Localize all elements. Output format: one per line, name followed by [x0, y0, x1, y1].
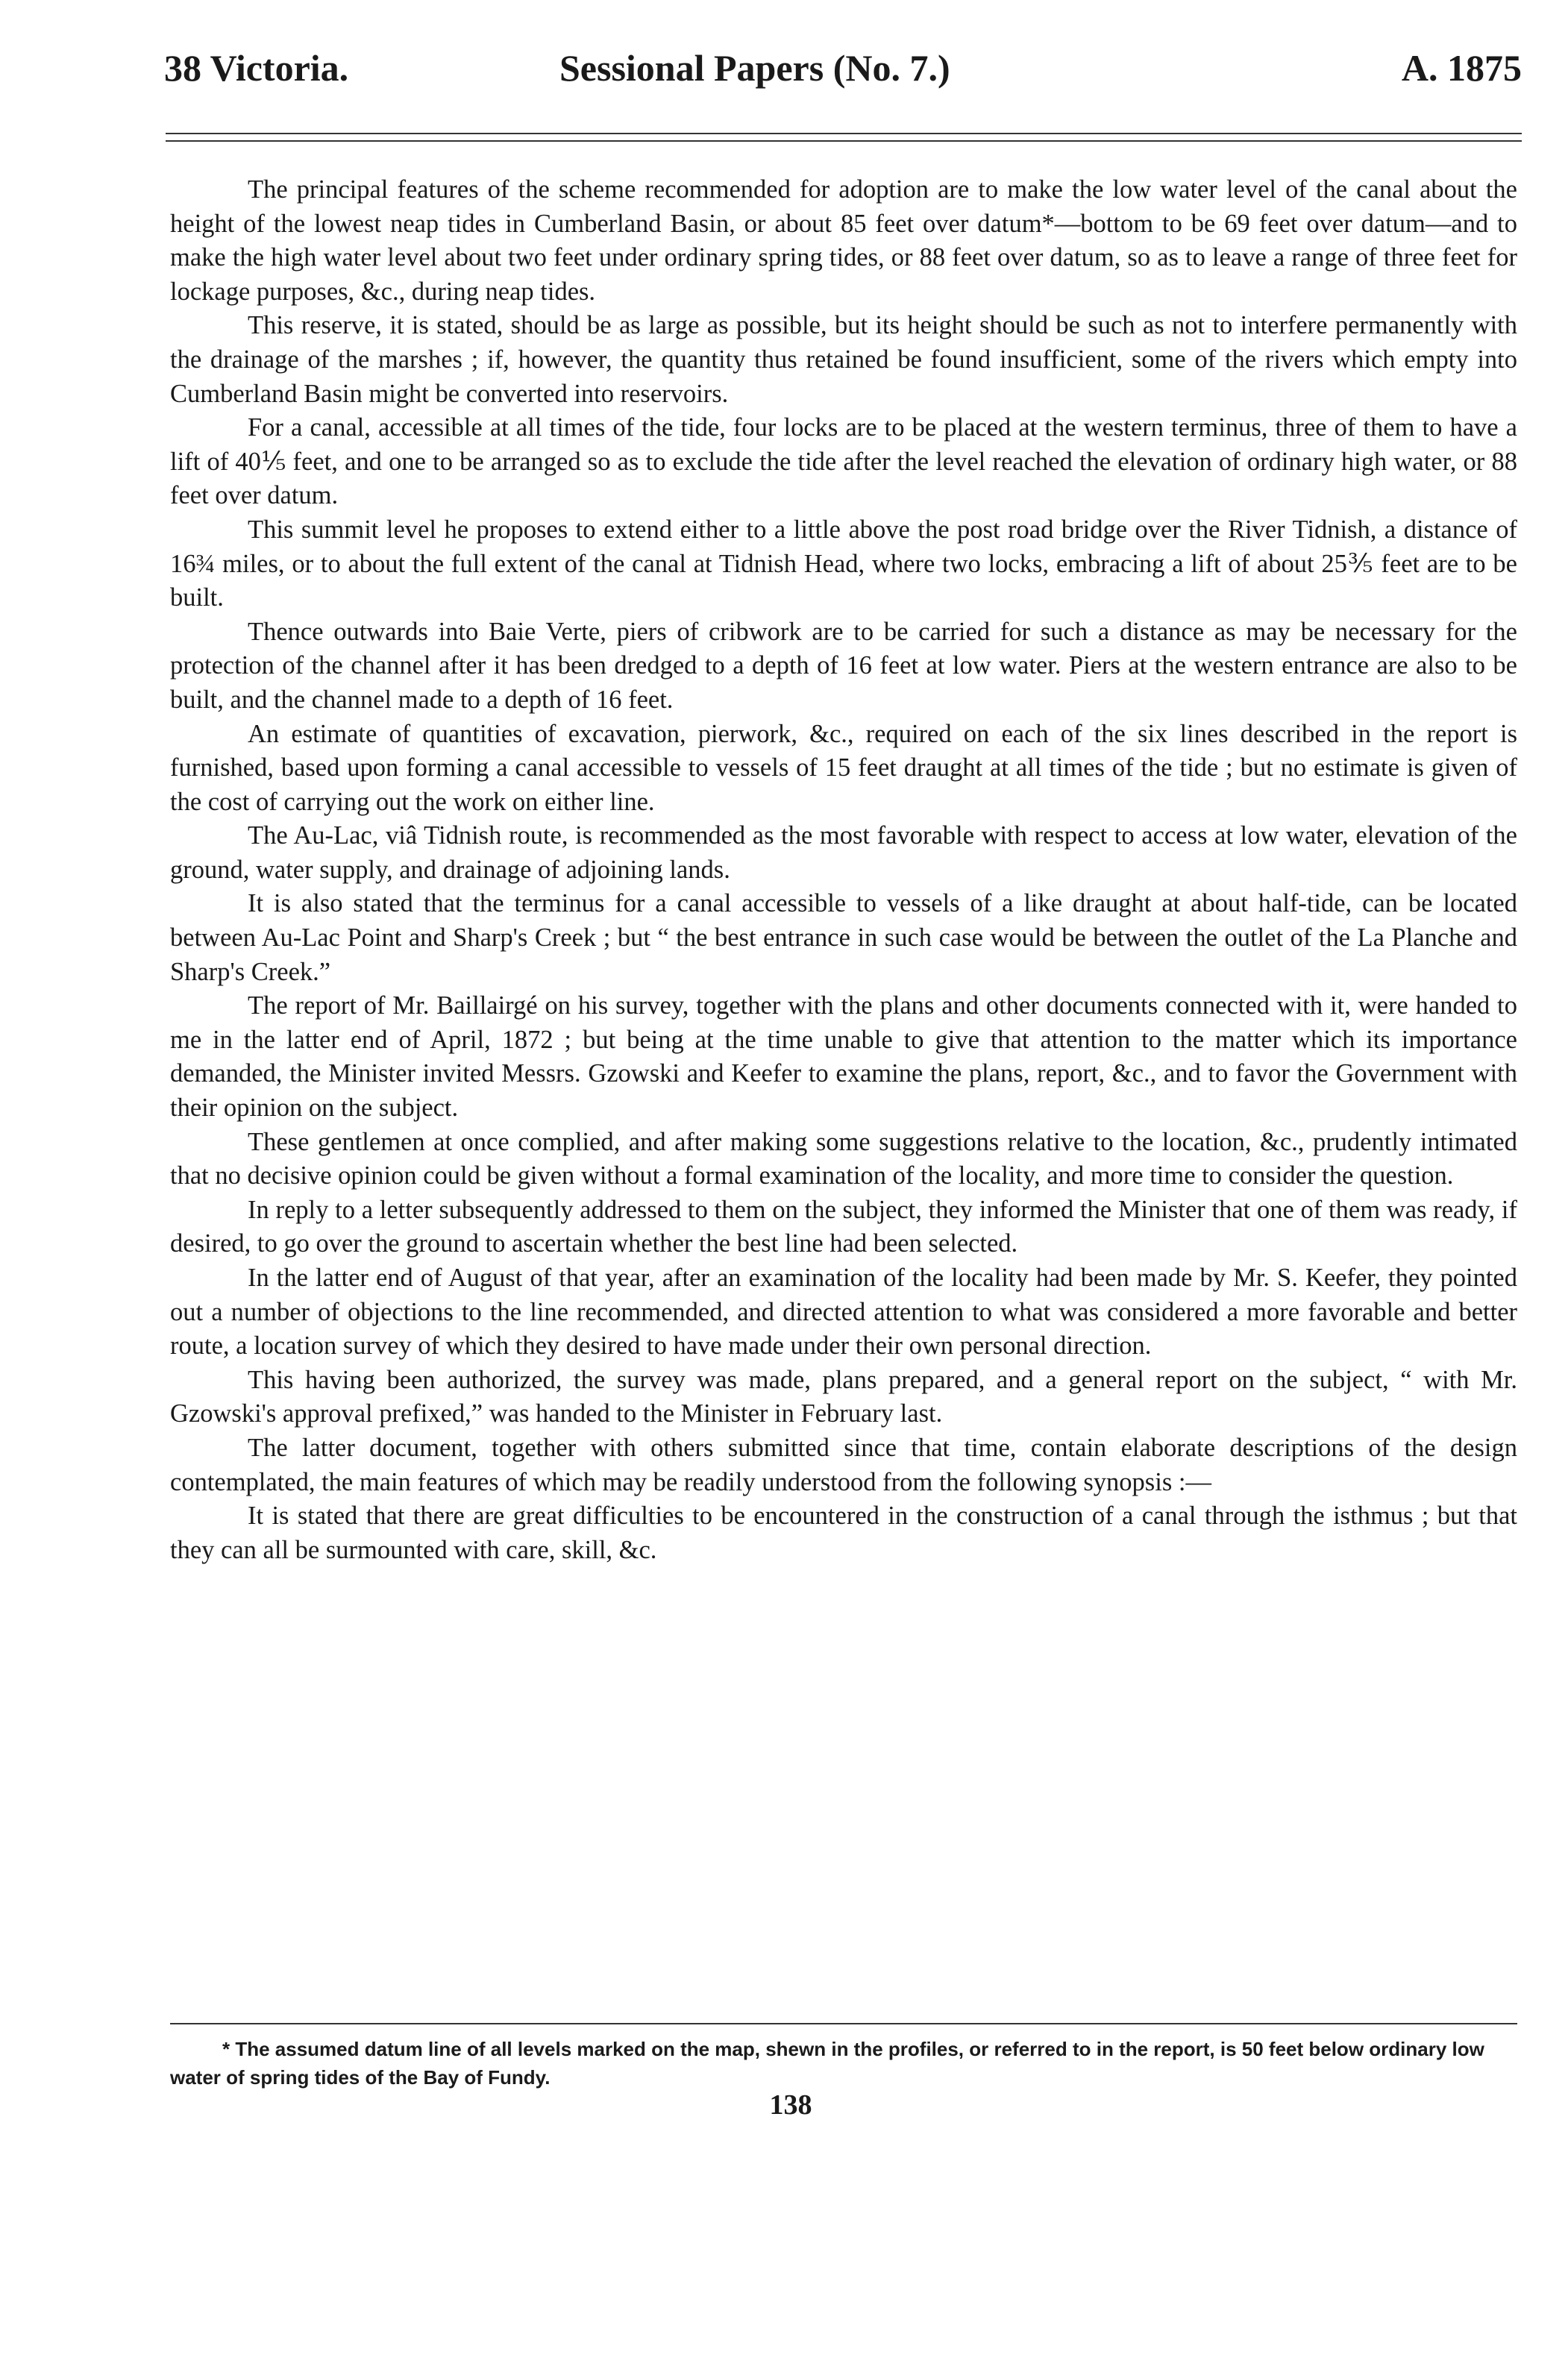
paragraph: An estimate of quantities of excavation, pierwork, &c., required on each of the six lines described in the report is furnished, based upon forming a canal accessible to vessels of 15 feet draught at all times of the tide ; but no estimate is given of the cost of carrying out the work on either line.	[170, 719, 1517, 816]
page-number: 138	[769, 2089, 812, 2121]
paragraph: This having been authorized, the survey was made, plans prepared, and a general report on the subject, “ with Mr. Gzowski's approval prefixed,” was handed to the Minister in February last.	[170, 1365, 1517, 1428]
footnote: * The assumed datum line of all levels marked on the map, shewn in the profiles, or referred to in the report, is 50 feet below ordinary low water of spring tides of the Bay of Fundy.	[170, 2038, 1484, 2089]
paragraph: In the latter end of August of that year, after an examination of the locality had been made by Mr. S. Keefer, they pointed out a number of objections to the line recommended, and directed attention to what was considered a more favorable and better route, a location survey of which they desired to have made under their own personal direction.	[170, 1264, 1517, 1361]
header-rule	[166, 133, 1522, 142]
paragraph: The latter document, together with others submitted since that time, contain elaborate descriptions of the design contemplated, the main features of which may be readily understood from the following synopsis :—	[170, 1433, 1517, 1496]
paragraph: Thence outwards into Baie Verte, piers of cribwork are to be carried for such a distance as may be necessary for the protection of the channel after it has been dredged to a depth of 16 feet at low water. Piers at the western entrance are also to be built, and the channel made to a depth of 16 feet.	[170, 617, 1517, 714]
header-year: A. 1875	[1401, 47, 1522, 89]
paragraph: For a canal, accessible at all times of the tide, four locks are to be placed at the western terminus, three of them to have a lift of 40⅕ feet, and one to be arranged so as to exclude the tide after the level reached the elevation of ordinary high water, or 88 feet over datum.	[170, 413, 1517, 510]
paragraph: The Au-Lac, viâ Tidnish route, is recommended as the most favorable with respect to access at low water, elevation of the ground, water supply, and drainage of adjoining lands.	[170, 821, 1517, 884]
footnote-rule	[170, 2023, 1517, 2024]
page-header	[164, 46, 1522, 98]
paragraph: The report of Mr. Baillairgé on his survey, together with the plans and other documents connected with it, were handed to me in the latter end of April, 1872 ; but being at the time unable to give that attention to the matter which its importance demanded, the Minister invited Messrs. Gzowski and Keefer to examine the plans, report, &c., and to favor the Government with their opinion on the subject.	[170, 991, 1517, 1123]
paragraph: These gentlemen at once complied, and after making some suggestions relative to the location, &c., prudently intimated that no decisive opinion could be given without a formal examination of the locality, and more time to consider the question.	[170, 1127, 1517, 1190]
header-title: Sessional Papers (No. 7.)	[559, 47, 950, 89]
paragraph: The principal features of the scheme recommended for adoption are to make the low water level of the canal about the height of the lowest neap tides in Cumberland Basin, or about 85 feet over datum*—bottom to be 69 feet over datum—and to make the high water level about two feet under ordinary spring tides, or 88 feet over datum, so as to leave a range of three feet for lockage purposes, &c., during neap tides.	[170, 175, 1517, 306]
paragraph: This summit level he proposes to extend either to a little above the post road bridge over the River Tidnish, a distance of 16¾ miles, or to about the full extent of the canal at Tidnish Head, where two locks, embracing a lift of about 25⅗ feet are to be built.	[170, 515, 1517, 612]
paragraph: It is also stated that the terminus for a canal accessible to vessels of a like draught at about half-tide, can be located between Au-Lac Point and Sharp's Creek ; but “ the best entrance in such case would be between the outlet of the La Planche and Sharp's Creek.”	[170, 889, 1517, 986]
paragraph: It is stated that there are great difficulties to be encountered in the construction of a canal through the isthmus ; but that they can all be surmounted with care, skill, &c.	[170, 1502, 1517, 1564]
body-text	[170, 173, 1517, 1567]
paragraph: This reserve, it is stated, should be as large as possible, but its height should be such as not to interfere permanently with the drainage of the marshes ; if, however, the quantity thus retained be found insufficient, some of the rivers which empty into Cumberland Basin might be converted into reservoirs.	[170, 311, 1517, 408]
paragraph: In reply to a letter subsequently addressed to them on the subject, they informed the Minister that one of them was ready, if desired, to go over the ground to ascertain whether the best line had been selected.	[170, 1195, 1517, 1258]
header-volume: 38 Victoria.	[164, 47, 349, 89]
